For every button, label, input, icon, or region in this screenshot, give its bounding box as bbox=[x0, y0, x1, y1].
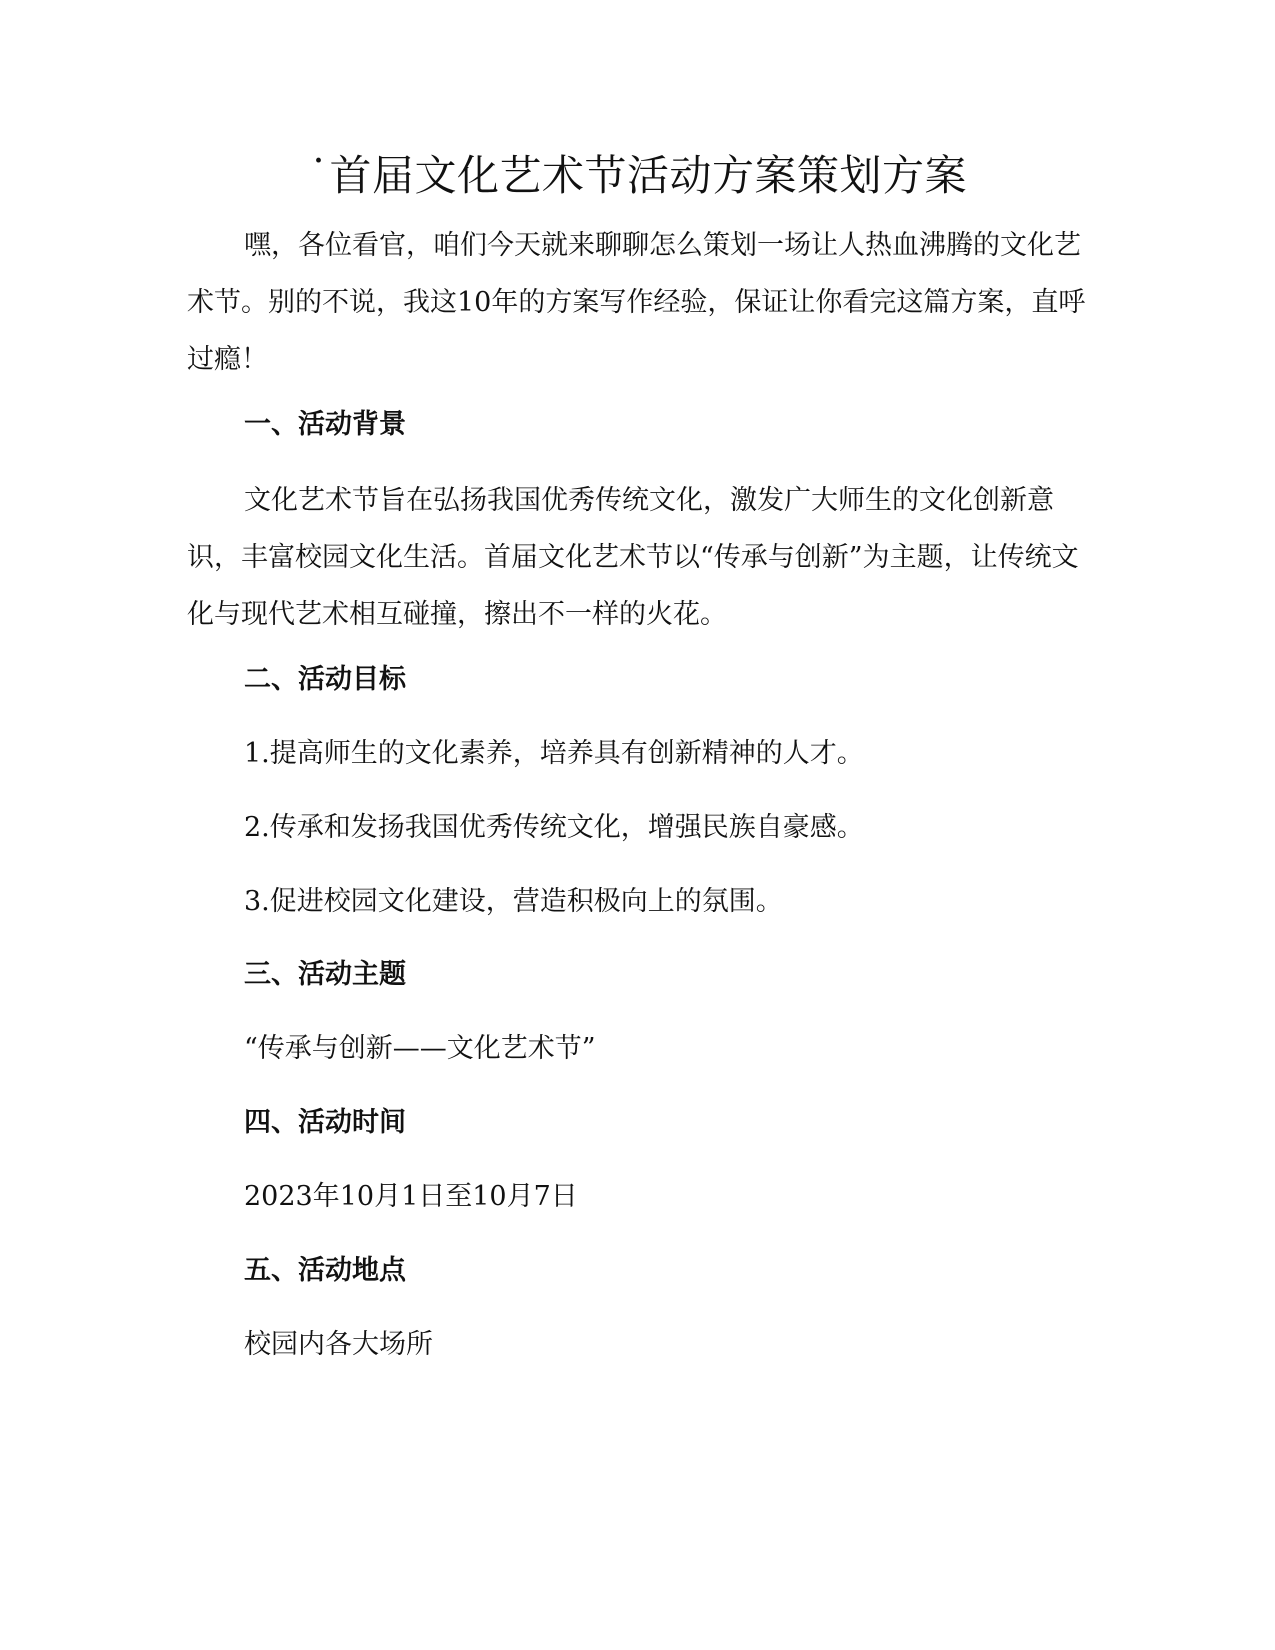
goal-item-2: 2.传承和发扬我国优秀传统文化，增强民族自豪感。 bbox=[244, 812, 864, 843]
section-body-background: 文化艺术节旨在弘扬我国优秀传统文化，激发广大师生的文化创新意识，丰富校园文化生活。首届文化艺术节以“传承与创新”为主题，让传统文化与现代艺术相互碰撞，擦出不一样的火花。 bbox=[187, 485, 1079, 630]
goal-item-1: 1.提高师生的文化素养，培养具有创新精神的人才。 bbox=[244, 738, 864, 769]
section-body-time: 2023年10月1日至10月7日 bbox=[244, 1181, 578, 1212]
document-title: ˙首届文化艺术节活动方案策划方案 bbox=[307, 151, 967, 200]
intro-paragraph: 嘿，各位看官，咱们今天就来聊聊怎么策划一场让人热血沸腾的文化艺术节。别的不说，我这10年的方案写作经验，保证让你看完这篇方案，直呼过瘾！ bbox=[187, 230, 1086, 375]
section-heading-location: 五、活动地点 bbox=[244, 1255, 406, 1286]
section-heading-theme: 三、活动主题 bbox=[244, 959, 406, 990]
section-heading-time: 四、活动时间 bbox=[244, 1107, 406, 1138]
section-heading-goals: 二、活动目标 bbox=[244, 664, 406, 695]
goal-item-3: 3.促进校园文化建设，营造积极向上的氛围。 bbox=[244, 886, 783, 917]
section-body-location: 校园内各大场所 bbox=[244, 1329, 433, 1360]
section-body-theme: “传承与创新——文化艺术节” bbox=[244, 1033, 596, 1064]
section-heading-background: 一、活动背景 bbox=[244, 409, 406, 440]
